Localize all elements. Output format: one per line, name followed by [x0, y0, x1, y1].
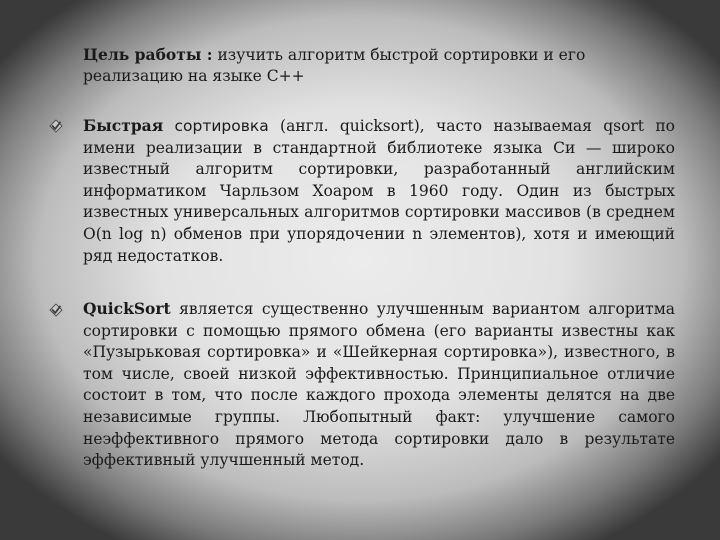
- bullet-quicksort-definition: [83, 115, 675, 267]
- goal-label: Цель работы :: [83, 45, 213, 64]
- bullet-term: QuickSort: [83, 299, 171, 318]
- bullet-text: является существенно улучшенным вариантом алгоритма сортировки с помощью прямого обмена (его варианты известны как «Пузырьковая сортировка» и «Шейкерная сортировка»), известного, в том числе, своей низкой эффективностью. Принципиальное отличие состоит в том, что после каждого прохода элементы делятся на две независимые группы. Любопытный факт: улучшение самого неэффективного прямого метода сортировки дало в результате эффективный улучшенный метод.: [83, 300, 675, 470]
- goal-paragraph: [83, 44, 683, 87]
- bullet-term-2: сортировка: [174, 117, 269, 135]
- bullet-quicksort-improvement: [83, 298, 675, 472]
- diamond-checkmark-bullet-icon: [49, 119, 63, 133]
- bullet-term: Быстрая: [83, 116, 164, 135]
- bullet-text: (англ. quicksort), часто называемая qsort по имени реализации в стандартной библиотеке языка Си — широко известный алгоритм сортировки, разработанный английским информатиком Чарльзом Хоаром в 1960 году. Один из быстрых известных универсальных алгоритмов сортировки массивов (в среднем O(n log n) обменов при упорядочении n элементов), хотя и имеющий ряд недостатков.: [83, 117, 675, 265]
- goal-text: изучить алгоритм быстрой сортировки и его реализацию на языке С++: [83, 46, 586, 85]
- diamond-checkmark-bullet-icon: [49, 303, 63, 317]
